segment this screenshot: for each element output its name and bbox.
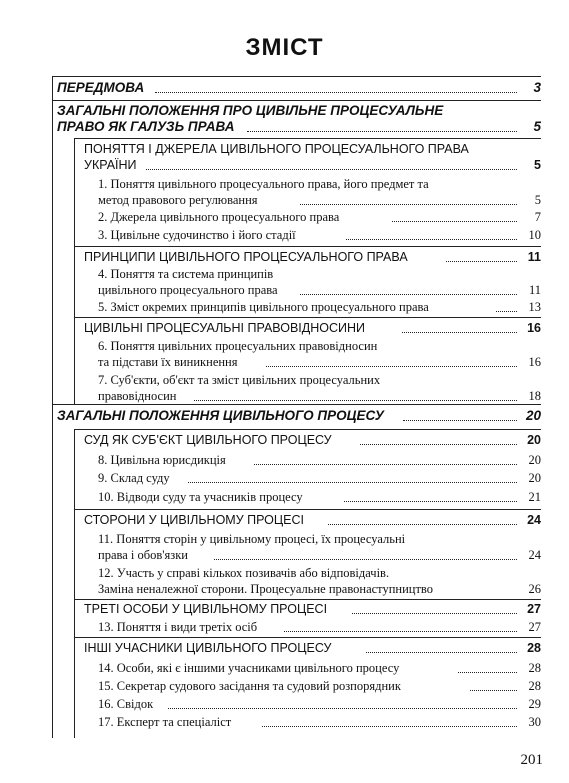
section-vertical-rule [52,76,53,100]
subsection-vertical-rule [74,429,75,509]
toc-entry-topic[interactable]: 12. Участь у справі кількох позивачів або відповідачів. Заміна неналежної сторони. Процесуальне правонаступництво 26 [98,566,541,596]
leader-dots [262,726,517,727]
toc-entry-topic[interactable]: 9. Склад суду 20 [98,471,541,485]
toc-entry-subsection[interactable]: ПРИНЦИПИ ЦИВІЛЬНОГО ПРОЦЕСУАЛЬНОГО ПРАВА 11 [84,250,541,264]
toc-entry-topic[interactable]: 15. Секретар судового засідання та судовий розпорядник 28 [98,679,541,693]
subsection-vertical-rule [74,599,75,637]
page-ref: 3 [533,80,541,95]
leader-dots [284,631,517,632]
page-ref: 16 [527,321,541,335]
leader-dots [346,239,517,240]
page-ref: 7 [534,210,541,224]
leader-dots [403,420,517,421]
toc-entry-topic[interactable]: 14. Особи, які є іншими учасниками цивільного процесу 28 [98,661,541,675]
page-title: ЗМІСТ [245,34,324,61]
toc-entry-topic[interactable]: 2. Джерела цивільного процесуального права 7 [98,210,541,224]
leader-dots [247,131,517,132]
page-ref: 11 [527,250,541,264]
section-divider [52,100,541,101]
leader-dots [300,294,517,295]
page-ref: 20 [527,433,541,447]
leader-dots [344,501,517,502]
leader-dots [360,444,517,445]
toc-entry-subsection[interactable]: ТРЕТІ ОСОБИ У ЦИВІЛЬНОМУ ПРОЦЕСІ 27 [84,602,541,616]
toc-entry-topic[interactable]: 17. Експерт та спеціаліст 30 [98,715,541,729]
subsection-divider [74,138,541,139]
page-number: 201 [520,752,543,768]
leader-dots [266,366,517,367]
page-ref: 28 [527,641,541,655]
toc-entry-topic[interactable]: 7. Суб'єкти, об'єкт та зміст цивільних процесуальних правовідносин 18 [98,373,541,403]
toc-entry-topic[interactable]: 11. Поняття сторін у цивільному процесі, їх процесуальні права і обов'язки 24 [98,532,541,562]
page-ref: 28 [528,661,541,675]
leader-dots [188,482,517,483]
leader-dots [392,221,517,222]
page-ref: 18 [528,389,541,403]
leader-dots [300,204,517,205]
page-ref: 20 [525,408,541,423]
leader-dots [214,559,517,560]
subsection-vertical-rule [74,637,75,738]
page-ref: 11 [528,283,541,297]
leader-dots [458,672,517,673]
page-ref: 10 [528,228,541,242]
toc-entry-topic[interactable]: 6. Поняття цивільних процесуальних правовідносин та підстави їх виникнення 16 [98,339,541,369]
leader-dots [352,613,517,614]
toc-entry-subsection[interactable]: ЦИВІЛЬНІ ПРОЦЕСУАЛЬНІ ПРАВОВІДНОСИНИ 16 [84,321,541,335]
section-vertical-rule [52,404,53,738]
toc-entry-topic[interactable]: 1. Поняття цивільного процесуального права, його предмет та метод правового регулювання 5 [98,177,541,207]
leader-dots [446,261,517,262]
page-ref: 27 [527,602,541,616]
leader-dots [402,332,517,333]
toc-entry-preface[interactable]: ПЕРЕДМОВА 3 [57,80,541,95]
toc-entry-subsection[interactable]: ПОНЯТТЯ І ДЖЕРЕЛА ЦИВІЛЬНОГО ПРОЦЕСУАЛЬНОГО ПРАВА УКРАЇНИ 5 [84,142,541,172]
leader-dots [146,169,517,170]
leader-dots [366,652,517,653]
leader-dots [254,464,517,465]
page-ref: 5 [534,158,541,172]
page-ref: 27 [528,620,541,634]
subsection-vertical-rule [74,138,75,246]
toc-entry-topic[interactable]: 10. Відводи суду та учасників процесу 21 [98,490,541,504]
toc-entry-section[interactable]: ЗАГАЛЬНІ ПОЛОЖЕННЯ ПРО ЦИВІЛЬНЕ ПРОЦЕСУАЛЬНЕ ПРАВО ЯК ГАЛУЗЬ ПРАВА 5 [57,103,541,134]
page-ref: 30 [528,715,541,729]
page-ref: 28 [528,679,541,693]
subsection-vertical-rule [74,317,75,404]
subsection-divider [74,509,541,510]
page-ref: 13 [528,300,541,314]
toc-entry-subsection[interactable]: ІНШІ УЧАСНИКИ ЦИВІЛЬНОГО ПРОЦЕСУ 28 [84,641,541,655]
toc-entry-topic[interactable]: 5. Зміст окремих принципів цивільного процесуального права 13 [98,300,541,314]
subsection-vertical-rule [74,509,75,599]
page-ref: 21 [528,490,541,504]
page-ref: 16 [528,355,541,369]
toc-entry-topic[interactable]: 16. Свідок 29 [98,697,541,711]
page-ref: 24 [527,513,541,527]
leader-dots [194,400,517,401]
subsection-divider [74,317,541,318]
leader-dots [155,92,517,93]
toc-entry-topic[interactable]: 4. Поняття та система принципів цивільного процесуального права 11 [98,267,541,297]
leader-dots [328,524,517,525]
toc-entry-topic[interactable]: 8. Цивільна юрисдикція 20 [98,453,541,467]
subsection-divider [74,429,541,430]
page-ref: 26 [528,582,541,596]
page-ref: 20 [528,471,541,485]
page-ref: 29 [528,697,541,711]
toc-entry-topic[interactable]: 3. Цивільне судочинство і його стадії 10 [98,228,541,242]
toc-entry-section[interactable]: ЗАГАЛЬНІ ПОЛОЖЕННЯ ЦИВІЛЬНОГО ПРОЦЕСУ 20 [57,408,541,423]
subsection-vertical-rule [74,246,75,317]
page-ref: 24 [528,548,541,562]
leader-dots [168,708,517,709]
section-divider [52,404,541,405]
toc-entry-subsection[interactable]: СТОРОНИ У ЦИВІЛЬНОМУ ПРОЦЕСІ 24 [84,513,541,527]
subsection-divider [74,246,541,247]
leader-dots [496,311,517,312]
leader-dots [470,690,517,691]
subsection-divider [74,637,541,638]
page-ref: 5 [534,193,541,207]
section-divider [52,76,541,77]
toc-entry-topic[interactable]: 13. Поняття і види третіх осіб 27 [98,620,541,634]
toc-entry-subsection[interactable]: СУД ЯК СУБ'ЄКТ ЦИВІЛЬНОГО ПРОЦЕСУ 20 [84,433,541,447]
subsection-divider [74,599,541,600]
section-vertical-rule [52,100,53,404]
page-ref: 5 [533,119,541,134]
page-ref: 20 [528,453,541,467]
